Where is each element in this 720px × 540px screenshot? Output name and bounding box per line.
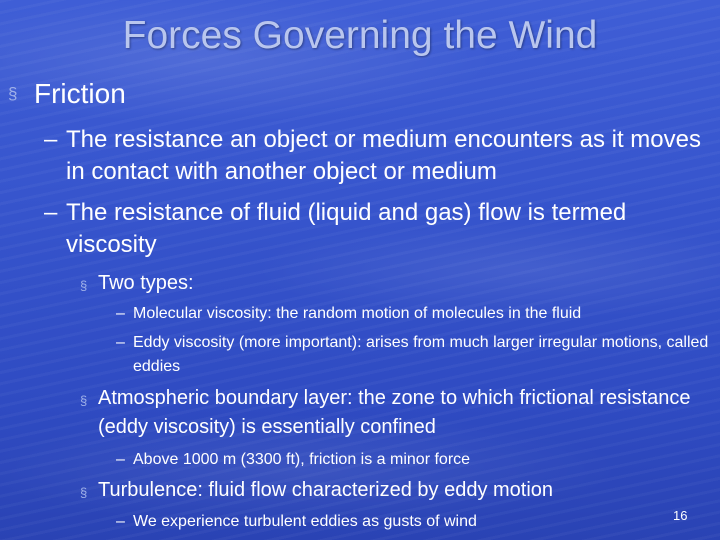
square-bullet-icon: § (8, 84, 18, 103)
bullet-friction (8, 78, 126, 110)
square-bullet-icon: § (80, 278, 88, 293)
type-text: Eddy viscosity (more important): arises from much larger irregular motions, called eddies (133, 334, 709, 375)
bullet-text: Atmospheric boundary layer: the zone to which frictional resistance (eddy viscosity) is essentially confined (98, 387, 691, 438)
definition-item (44, 197, 706, 261)
definition-text: The resistance an object or medium encounters as it moves in contact with another object or medium (66, 126, 701, 185)
dash-bullet-icon: – (116, 305, 125, 322)
dash-bullet-icon: – (116, 451, 125, 468)
dash-bullet-icon: – (116, 334, 125, 351)
bullet-two-types (80, 269, 708, 298)
boundary-note (116, 448, 720, 472)
dash-bullet-icon: – (44, 199, 58, 226)
square-bullet-icon: § (80, 485, 88, 500)
type-text: Molecular viscosity: the random motion of molecules in the fluid (133, 305, 582, 322)
bullet-text: Two types: (98, 272, 194, 294)
page-number: 16 (673, 508, 688, 523)
definition-item (44, 124, 706, 188)
bullet-boundary-layer (80, 384, 708, 442)
note-text: Above 1000 m (3300 ft), friction is a minor force (133, 451, 471, 468)
square-bullet-icon: § (80, 393, 88, 408)
bullet-turbulence (80, 476, 708, 505)
turbulence-note (116, 510, 720, 534)
note-text: We experience turbulent eddies as gusts of wind (133, 513, 477, 530)
definition-text: The resistance of fluid (liquid and gas) flow is termed viscosity (66, 199, 627, 258)
slide-title: Forces Governing the Wind (122, 14, 598, 57)
dash-bullet-icon: – (116, 513, 125, 530)
bullet-text: Turbulence: fluid flow characterized by eddy motion (98, 479, 554, 501)
dash-bullet-icon: – (44, 126, 58, 153)
bullet-text: Friction (34, 78, 126, 109)
type-item (116, 302, 720, 326)
type-item (116, 331, 720, 379)
